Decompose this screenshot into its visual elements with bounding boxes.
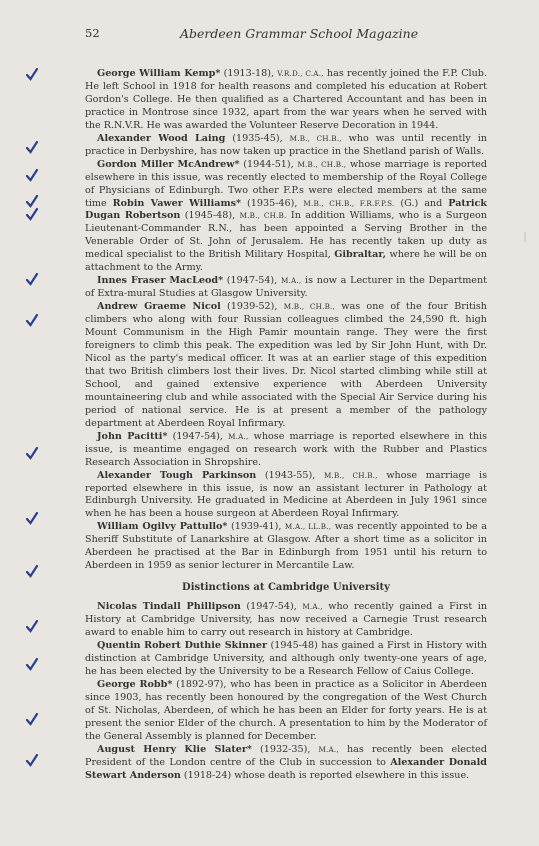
- years: (1939-41),: [227, 521, 285, 533]
- person-name: George William Kemp*: [97, 68, 221, 79]
- qualifications: M.B., CH.B.,: [297, 159, 347, 169]
- entry-text: whose death is reported elsewhere in this issue.: [231, 769, 470, 781]
- person-name: Alexander Wood Laing: [97, 132, 226, 144]
- qualifications: M.A., LL.B.,: [284, 522, 332, 532]
- years: (1892-97),: [172, 678, 227, 690]
- entry-pattullo: [85, 521, 487, 573]
- entry-text: who recently gained a First in History at Cambridge University, has now received a Carnegie Trust research award to enable him to carry out research in history at Cambridge.: [85, 601, 487, 639]
- entry-laing: [85, 133, 487, 159]
- qualifications: M.A.,: [302, 602, 323, 612]
- entry-text: whose marriage is reported elsewhere in this issue, is now an assistant lecturer in Pathology at Edinburgh University. He graduated in Medicine at Aberdeen in July 1961 since when he has been a house surgeon at Aberdeen Royal Infirmary.: [85, 469, 487, 520]
- entry-macleod: [85, 275, 487, 301]
- entry-parkinson: [85, 470, 487, 522]
- years: (1935-46),: [241, 197, 304, 209]
- person-name: William Ogilvy Pattullo*: [97, 521, 228, 533]
- person-name: Innes Fraser MacLeod*: [97, 275, 224, 287]
- qualifications: V.R.D., C.A.,: [277, 69, 324, 78]
- entry-text: (G.) and: [394, 197, 449, 209]
- margin-tick-icon: [25, 712, 39, 726]
- entry-robb: [85, 679, 487, 744]
- margin-tick-icon: [25, 194, 39, 208]
- paper-blemish: [524, 232, 526, 242]
- entry-text: has recently joined the F.P. Club. He left School in 1918 for health reasons and completed his education at Robert Gordon's College. He then qualified as a Chartered Accountant and has been in practice in Montrose since 1932, apart from the war years when he served with the R.N.V.R. He was awarded the Volunteer Reserve Decoration in 1944.: [85, 68, 488, 131]
- years: (1947-54),: [167, 430, 229, 442]
- years: (1913-18),: [220, 68, 278, 79]
- margin-tick-icon: [25, 313, 39, 327]
- margin-tick-icon: [25, 753, 39, 767]
- years: (1944-51),: [239, 158, 298, 170]
- entry-text: whose marriage is reported elsewhere in this issue, was recently elected to membership of the Royal College of Physicians of Edinburgh. Two other F.P.s were elected members at the same time: [85, 158, 487, 209]
- margin-tick-icon: [25, 446, 39, 460]
- years: (1932-35),: [251, 743, 319, 755]
- entry-text: In addition Williams, who is a Surgeon Lieutenant-Commander R.N., has been appointed a Serving Brother in the Venerable Order of St. John of Jerusalem. He has recently taken up duty as medical specialist to the British Military Hospital,: [85, 210, 487, 261]
- entry-text: who was until recently in practice in Derbyshire, has now taken up practice in the Shetland parish of Walls.: [85, 132, 488, 157]
- years: (1947-54),: [240, 601, 303, 613]
- margin-tick-icon: [25, 67, 39, 81]
- margin-tick-icon: [25, 657, 39, 671]
- entry-text: was recently appointed to be a Sheriff Substitute of Lanarkshire at Glasgow. After a short time as a solicitor in Aberdeen he practised at the Bar in Edinburgh from 1951 until his return to Aberdeen in 1959 as senior lecturer in Mercantile Law.: [85, 521, 487, 572]
- years: (1945-48),: [180, 210, 240, 222]
- entry-skinner: [85, 640, 487, 679]
- margin-tick-icon: [25, 207, 39, 221]
- qualifications: M.A.,: [318, 744, 339, 754]
- margin-tick-icon: [25, 564, 39, 578]
- entry-text: has recently been elected President of the London centre of the Club in succession to: [85, 743, 488, 768]
- person-name: Gordon Miller McAndrew*: [97, 158, 240, 170]
- magazine-title: Aberdeen Grammar School Magazine: [180, 26, 419, 41]
- qualifications: M.B., CH.B., F.R.F.P.S.: [303, 198, 395, 208]
- entry-pacitti: [85, 431, 487, 470]
- qualifications: M.B., CH.B.,: [289, 133, 342, 143]
- article-body: [85, 68, 487, 782]
- years: (1918-24): [180, 769, 232, 781]
- margin-tick-icon: [25, 511, 39, 525]
- qualifications: M.B., CH.B.,: [323, 470, 378, 480]
- entry-text: has gained a First in History with distinction at Cambridge University, and although only twenty-one years of age, he has been elected by the University to be a Research Fellow of Caius College.: [85, 639, 487, 677]
- qualifications: M.A.,: [280, 276, 302, 286]
- years: (1945-48): [267, 639, 318, 651]
- entry-slater: [85, 744, 487, 783]
- person-name: Andrew Graeme Nicol: [97, 301, 221, 313]
- entry-phillipson: [85, 601, 487, 640]
- entry-text: is now a Lecturer in the Department of Extra-mural Studies at Glasgow University.: [85, 275, 487, 300]
- place-name: Gibraltar,: [334, 249, 387, 261]
- entry-text: where he will be on attachment to the Army.: [85, 249, 487, 274]
- page-header: [85, 26, 483, 42]
- entry-text: whose marriage is reported elsewhere in this issue, is meantime engaged on research work with the Rubber and Plastics Research Association in Shropshire.: [85, 430, 487, 468]
- person-name: Alexander Donald Stewart Anderson: [85, 756, 487, 781]
- margin-tick-icon: [25, 619, 39, 633]
- years: (1935-45),: [225, 132, 290, 144]
- section-heading: Distinctions at Cambridge University: [182, 582, 390, 594]
- person-name: Quentin Robert Duthie Skinner: [97, 639, 268, 651]
- person-name: George Robb*: [97, 678, 173, 690]
- margin-tick-icon: [25, 140, 39, 154]
- qualifications: M.A.,: [228, 431, 249, 441]
- person-name: Nicolas Tindall Phillipson: [97, 601, 241, 613]
- page-number: 52: [85, 26, 100, 40]
- years: (1947-54),: [223, 275, 281, 287]
- entry-text: was one of the four British climbers who along with four Russian colleagues climbed the 24,590 ft. high Mount Communism in the High Pamir mountain range. They were the first foreigners to climb this peak. The expedition was led by Sir John Hunt, with Dr. Nicol as the party's medical officer. It was at an earlier stage of this expedition that two British climbers lost their lives. Dr. Nicol started climbing while still at School, and gained extensive experience with Aberdeen University mountaineering club and while associated with the Special Air Service during his period of national service. He is at present a member of the pathology department at Aberdeen Royal Infirmary.: [85, 301, 487, 429]
- entry-mcandrew: [85, 159, 487, 276]
- years: (1939-52),: [220, 301, 284, 313]
- margin-tick-icon: [25, 272, 39, 286]
- person-name: Robin Vawer Williams*: [112, 197, 242, 209]
- person-name: August Henry Klie Slater*: [97, 743, 252, 755]
- entry-kemp: [85, 68, 487, 133]
- entry-text: who has been in practice as a Solicitor in Aberdeen since 1903, has recently been honoured by the congregation of the West Church of St. Nicholas, Aberdeen, of which he has been an Elder for forty years. He is at present the senior Elder of the church. A presentation to him by the Moderator of the General Assembly is planned for December.: [85, 678, 487, 742]
- margin-tick-icon: [25, 168, 39, 182]
- person-name: Alexander Tough Parkinson: [97, 469, 257, 481]
- qualifications: M.B., CH.B.: [239, 211, 287, 221]
- years: (1943-55),: [256, 469, 324, 481]
- entry-nicol: [85, 301, 487, 431]
- qualifications: M.B., CH.B.,: [283, 302, 336, 312]
- person-name: Patrick Dugan Robertson: [85, 197, 488, 222]
- person-name: John Pacitti*: [97, 430, 168, 442]
